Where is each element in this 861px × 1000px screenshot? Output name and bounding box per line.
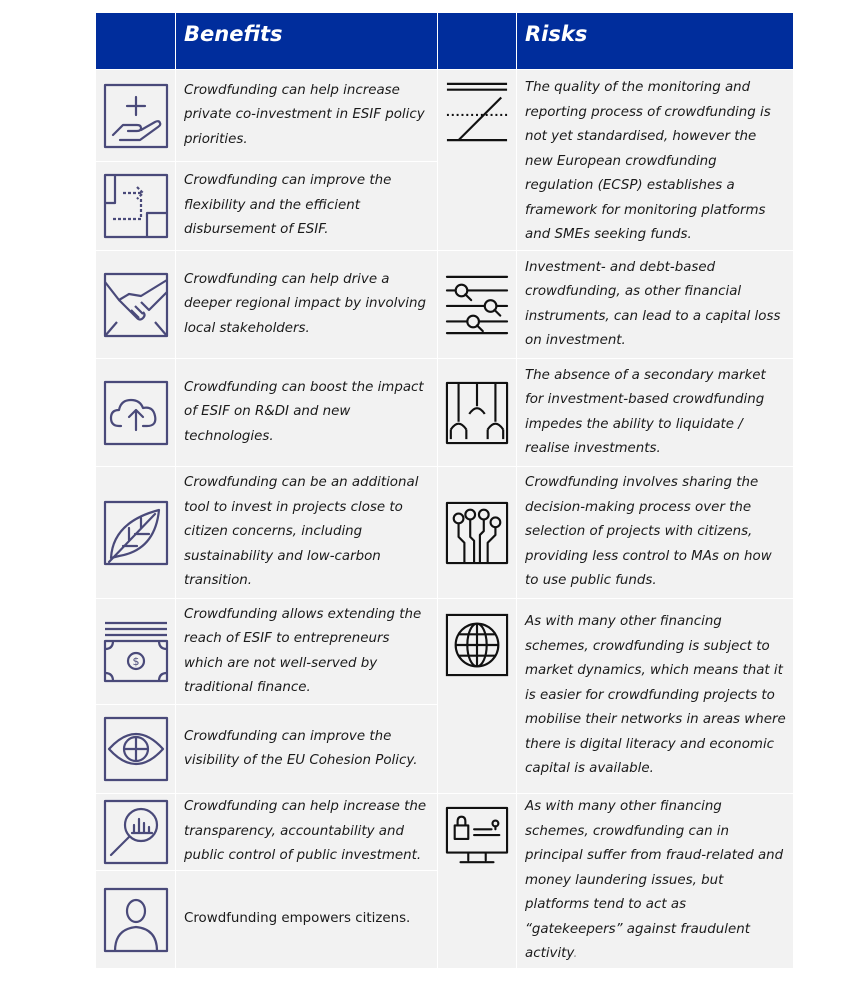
risk-icon-cell — [438, 251, 516, 358]
benefit-icon-cell — [96, 251, 175, 358]
benefit-text: Crowdfunding allows extending the reach of ESIF to entrepreneurs which are not well-served by traditional finance. — [176, 599, 437, 704]
risk-text: As with many other financing schemes, crowdfunding can in principal suffer from fraud-related and money laundering issues, but platforms tend to act as “gatekeepers” against fraudulent activity. — [517, 794, 793, 968]
benefit-text: Crowdfunding can help increase private co-investment in ESIF policy priorities. — [176, 70, 437, 161]
risk-text: Investment- and debt-based crowdfunding, as other financial instruments, can lead to a capital loss on investment. — [517, 251, 793, 358]
monitor-lock-icon — [445, 806, 509, 870]
benefit-text: Crowdfunding can improve the flexibility and the efficient disbursement of ESIF. — [176, 162, 437, 250]
benefit-text: Crowdfunding can be an additional tool to invest in projects close to citizen concerns, including sustainability and low-carbon transition. — [176, 467, 437, 598]
banknote-icon — [103, 619, 169, 685]
risk-icon-cell — [438, 467, 516, 598]
eye-icon — [103, 716, 169, 782]
benefit-icon-cell — [96, 871, 175, 968]
risk-icon-cell — [438, 794, 516, 968]
benefit-icon-cell — [96, 794, 175, 870]
circuit-nodes-icon — [445, 501, 509, 565]
leaf-icon — [103, 500, 169, 566]
benefit-icon-cell — [96, 599, 175, 704]
benefit-icon-cell — [96, 359, 175, 466]
trailing-period: . — [573, 946, 578, 962]
benefit-icon-cell — [96, 467, 175, 598]
benefit-icon-cell — [96, 70, 175, 161]
benefit-text: Crowdfunding can boost the impact of ESIF on R&DI and new technologies. — [176, 359, 437, 466]
benefit-icon-cell — [96, 705, 175, 793]
globe-icon — [445, 613, 509, 677]
risk-icon-cell — [438, 359, 516, 466]
magnifier-chart-icon — [103, 799, 169, 865]
svg-text:$: $ — [132, 654, 139, 668]
risk-icon-cell — [438, 70, 516, 250]
benefits-risks-table — [96, 13, 793, 968]
sliders-icon — [445, 273, 509, 337]
benefit-text: Crowdfunding can help drive a deeper regional impact by involving local stakeholders. — [176, 251, 437, 358]
header-risks: Risks — [517, 13, 793, 69]
header-blank-left — [96, 13, 175, 69]
header-benefits: Benefits — [176, 13, 437, 69]
benefit-icon-cell — [96, 162, 175, 250]
risk-text: The absence of a secondary market for investment-based crowdfunding impedes the ability to liquidate / realise investments. — [517, 359, 793, 466]
handshake-icon — [103, 272, 169, 338]
dotted-slash-icon — [445, 80, 509, 144]
person-icon — [103, 887, 169, 953]
benefit-text: Crowdfunding can help increase the transparency, accountability and public control of public investment. — [176, 794, 437, 870]
risk-text: The quality of the monitoring and reporting process of crowdfunding is not yet standardised, however the new European crowdfunding regulation (ECSP) establishes a framework for monitoring platforms and SMEs seeking funds. — [517, 70, 793, 250]
flow-path-icon — [103, 173, 169, 239]
risk-icon-cell — [438, 599, 516, 793]
header-blank-right — [438, 13, 516, 69]
branching-paths-icon — [445, 381, 509, 445]
benefit-text: Crowdfunding can improve the visibility of the EU Cohesion Policy. — [176, 705, 437, 793]
cloud-upload-icon — [103, 380, 169, 446]
risk-text: As with many other financing schemes, crowdfunding is subject to market dynamics, which means that it is easier for crowdfunding projects to mobilise their networks in areas where there is digital literacy and economic capital is available. — [517, 599, 793, 793]
benefit-text: Crowdfunding empowers citizens. — [176, 871, 437, 968]
risk-text: Crowdfunding involves sharing the decision-making process over the selection of projects with citizens, providing less control to MAs on how to use public funds. — [517, 467, 793, 598]
hand-plus-icon — [103, 83, 169, 149]
